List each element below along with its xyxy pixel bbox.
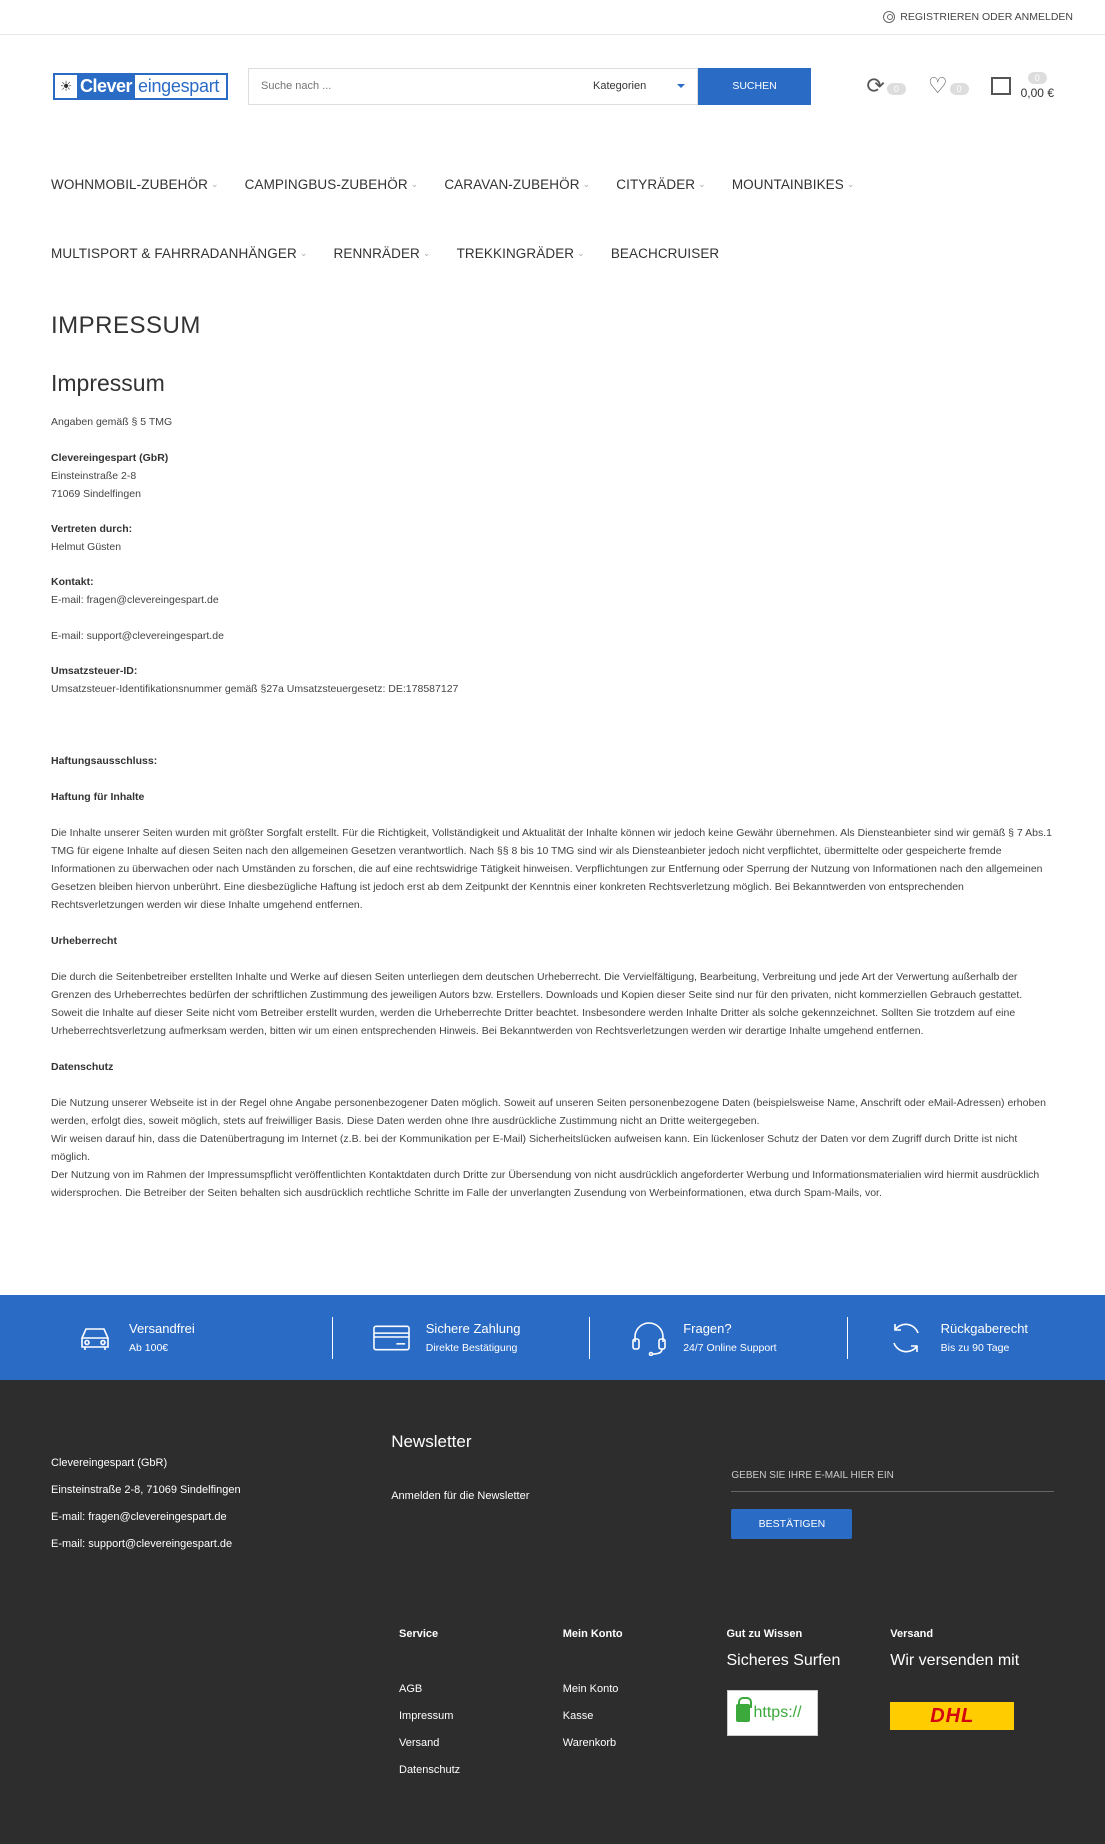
footer-link-agb[interactable]: AGB: [399, 1683, 423, 1695]
lightbulb-icon: ☀: [55, 75, 77, 98]
feature-payment: [333, 1317, 590, 1359]
compare-button[interactable]: [866, 73, 905, 99]
liability-title: Haftungsausschluss:: [51, 755, 158, 767]
company-name: Clevereingespart (GbR): [51, 452, 169, 464]
nav-item-label: WOHNMOBIL-ZUBEHÖR: [51, 177, 208, 192]
tmg-line: Angaben gemäß § 5 TMG: [51, 416, 173, 428]
footer-info-title: Gut zu Wissen: [726, 1628, 803, 1640]
nav-item-label: CITYRÄDER: [616, 177, 696, 192]
newsletter-title: Newsletter: [391, 1432, 472, 1451]
search-bar: [248, 68, 811, 105]
credit-card-icon: [373, 1319, 410, 1356]
car-icon: [76, 1319, 113, 1356]
nav-item[interactable]: [51, 246, 308, 261]
ssl-badge: [727, 1690, 818, 1736]
feature-title: Fragen?: [683, 1321, 732, 1336]
footer-shipping-title: Versand: [890, 1628, 934, 1640]
feature-title: Sichere Zahlung: [425, 1321, 521, 1336]
privacy-text-2: Wir weisen darauf hin, dass die Datenübertragung im Internet (z.B. bei der Kommunikation per E-Mail) Sicherheitslücken aufweisen kann. Ein lückenloser Schutz der Daten vor dem Zugriff durch Dritte ist nicht möglich.: [51, 1133, 1018, 1163]
main-content: [0, 312, 1105, 1202]
copyright-text: Die durch die Seitenbetreiber erstellten Inhalte und Werke auf diesen Seiten unterliegen dem deutschen Urheberrecht. Die Vervielfältigung, Bearbeitung, Verbreitung und jede Art der Verwertung außerhalb der Grenzen des Urheberrechtes bedürfen der schriftlichen Zustimmung des jeweiligen Autors bzw. Erstellers. Downloads und Kopien dieser Seite sind nur für den privaten, nicht kommerziellen Gebrauch gestattet. Soweit die Inhalte auf dieser Seite nicht vom Betreiber erstellt wurden, werden die Urheberrechte Dritter beachtet. Insbesondere werden Inhalte Dritter als solche gekennzeichnet. Sollten Sie trotzdem auf eine Urheberrechtsverletzung aufmerksam werden, bitten wir um einen entsprechenden Hinweis. Bei Bekanntwerden von Rechtsverletzungen werden wir derartige Inhalte umgehend entfernen.: [51, 971, 1023, 1037]
nav-item-label: TREKKINGRÄDER: [456, 246, 575, 261]
nav-item-label: BEACHCRUISER: [610, 246, 720, 261]
email-2: E-mail: support@clevereingespart.de: [51, 630, 224, 642]
chevron-down-icon: ⌄: [582, 179, 591, 189]
newsletter-email-input[interactable]: GEBEN SIE IHRE E-MAIL HIER EIN: [731, 1470, 1054, 1492]
ssl-text: https://: [753, 1704, 802, 1721]
shopping-bag-icon: [991, 77, 1011, 95]
nav-item[interactable]: [245, 177, 419, 192]
vat-text: Umsatzsteuer-Identifikationsnummer gemäß §27a Umsatzsteuergesetz: DE:178587127: [51, 683, 459, 695]
headset-icon: [630, 1319, 667, 1356]
chevron-down-icon: ⌄: [410, 179, 419, 189]
page-title: IMPRESSUM: [51, 312, 201, 339]
chevron-down-icon: ⌄: [698, 179, 706, 189]
chevron-down-icon: ⌄: [422, 248, 431, 258]
cart-count: 0: [1028, 72, 1047, 84]
feature-title: Rückgaberecht: [940, 1321, 1029, 1336]
footer: [0, 1380, 1105, 1844]
caret-down-icon: [677, 84, 685, 88]
chevron-down-icon: ⌄: [210, 179, 219, 189]
representative-label: Vertreten durch:: [51, 523, 133, 535]
feature-bar: [0, 1295, 1105, 1380]
search-button[interactable]: SUCHEN: [698, 68, 811, 105]
newsletter: [391, 1432, 731, 1558]
nav-item[interactable]: [616, 177, 706, 192]
nav-row-2: [51, 219, 1054, 288]
header: [0, 35, 1105, 150]
footer-address: Einsteinstraße 2-8, 71069 Sindelfingen: [51, 1484, 241, 1496]
city: 71069 Sindelfingen: [51, 488, 141, 500]
dhl-logo: DHL: [890, 1702, 1014, 1730]
feature-subtitle: 24/7 Online Support: [683, 1342, 777, 1354]
footer-company: Clevereingespart (GbR): [51, 1457, 168, 1469]
footer-link-datenschutz[interactable]: Datenschutz: [399, 1764, 461, 1776]
footer-contact: [51, 1450, 391, 1558]
feature-title: Versandfrei: [129, 1321, 195, 1336]
refresh-icon: [888, 1319, 925, 1356]
footer-account: [563, 1628, 727, 1784]
header-icons: [844, 72, 1054, 100]
content-liability-title: Haftung für Inhalte: [51, 791, 145, 803]
logo[interactable]: [53, 73, 228, 100]
nav-item[interactable]: [611, 246, 719, 261]
footer-info: [727, 1628, 891, 1784]
newsletter-submit-button[interactable]: BESTÄTIGEN: [731, 1509, 852, 1539]
email-1: E-mail: fragen@clevereingespart.de: [51, 594, 219, 606]
top-bar: [0, 0, 1105, 35]
feature-shipping: [76, 1317, 333, 1359]
wishlist-count: 0: [950, 83, 969, 95]
feature-subtitle: Bis zu 90 Tage: [940, 1342, 1010, 1354]
chevron-down-icon: ⌄: [846, 179, 855, 189]
content-heading: Impressum: [51, 370, 165, 396]
feature-subtitle: Direkte Bestätigung: [425, 1342, 518, 1354]
footer-info-subtitle: Sicheres Surfen: [726, 1652, 841, 1669]
chevron-down-icon: ⌄: [299, 248, 308, 258]
logo-part2: eingespart: [135, 75, 222, 98]
nav-item[interactable]: [51, 177, 219, 192]
user-icon: [883, 11, 895, 23]
feature-returns: [848, 1317, 1105, 1359]
footer-shipping: [890, 1628, 1054, 1784]
street: Einsteinstraße 2-8: [51, 470, 137, 482]
privacy-text-1: Die Nutzung unserer Webseite ist in der Regel ohne Angabe personenbezogener Daten möglich. Soweit auf unseren Seiten personenbezogene Daten (beispielsweise Name, Anschrift oder eMail-Adressen) erhoben werden, erfolgt dies, soweit möglich, stets auf freiwilliger Basis. Diese Daten werden ohne Ihre ausdrückliche Zustimmung nicht an Dritte weitergegeben.: [51, 1097, 1046, 1127]
footer-email-1: E-mail: fragen@clevereingespart.de: [51, 1511, 227, 1523]
footer-service-title: Service: [399, 1628, 439, 1640]
lock-icon: [736, 1704, 750, 1722]
cart-total: 0,00 €: [1020, 86, 1054, 100]
privacy-title: Datenschutz: [51, 1061, 114, 1073]
footer-shipping-subtitle: Wir versenden mit: [890, 1652, 1020, 1669]
category-select[interactable]: [583, 68, 698, 105]
footer-link-impressum[interactable]: Impressum: [399, 1710, 454, 1722]
representative-name: Helmut Güsten: [51, 541, 122, 553]
nav-item-label: CARAVAN-ZUBEHÖR: [444, 177, 580, 192]
footer-link-checkout[interactable]: Kasse: [562, 1710, 594, 1722]
heart-icon: ♡: [927, 73, 948, 98]
nav-item[interactable]: [334, 246, 431, 261]
search-input[interactable]: [248, 68, 583, 105]
footer-email-2: E-mail: support@clevereingespart.de: [51, 1538, 233, 1550]
vat-label: Umsatzsteuer-ID:: [51, 665, 138, 677]
contact-label: Kontakt:: [51, 576, 94, 588]
nav-row-1: [51, 150, 1054, 219]
nav-item-label: MOUNTAINBIKES: [731, 177, 844, 192]
footer-account-title: Mein Konto: [562, 1628, 623, 1640]
wishlist-button[interactable]: [928, 73, 969, 99]
feature-support: [590, 1317, 847, 1359]
footer-link-cart[interactable]: Warenkorb: [562, 1737, 617, 1749]
feature-subtitle: Ab 100€: [129, 1342, 169, 1354]
footer-service: [399, 1628, 563, 1784]
nav-item[interactable]: [444, 177, 590, 192]
nav-item-label: CAMPINGBUS-ZUBEHÖR: [244, 177, 408, 192]
compare-count: 0: [887, 83, 906, 95]
compare-icon: ⟳: [866, 73, 885, 98]
register-login-link[interactable]: REGISTRIEREN ODER ANMELDEN: [900, 11, 1073, 23]
logo-part1: Clever: [77, 75, 135, 98]
nav-item[interactable]: [457, 246, 585, 261]
cart-button[interactable]: [991, 72, 1054, 100]
footer-link-account[interactable]: Mein Konto: [562, 1683, 619, 1695]
copyright-title: Urheberrecht: [51, 935, 117, 947]
category-label: Kategorien: [593, 80, 647, 92]
nav-item-label: MULTISPORT & FAHRRADANHÄNGER: [51, 246, 297, 261]
newsletter-subtitle: Anmelden für die Newsletter: [391, 1490, 530, 1502]
content-liability-text: Die Inhalte unserer Seiten wurden mit größter Sorgfalt erstellt. Für die Richtigkeit, Vollständigkeit und Aktualität der Inhalte können wir jedoch keine Gewähr übernehmen. Als Diensteanbieter sind wir gemäß § 7 Abs.1 TMG für eigene Inhalte auf diesen Seiten nach den allgemeinen Gesetzen verantwortlich. Nach §§ 8 bis 10 TMG sind wir als Diensteanbieter jedoch nicht verpflichtet, übermittelte oder gespeicherte fremde Informationen zu überwachen oder nach Umständen zu forschen, die auf eine rechtswidrige Tätigkeit hinweisen. Verpflichtungen zur Entfernung oder Sperrung der Nutzung von Informationen nach den allgemeinen Gesetzen bleiben hiervon unberührt. Eine diesbezügliche Haftung ist jedoch erst ab dem Zeitpunkt der Kenntnis einer konkreten Rechtsverletzung möglich. Bei Bekanntwerden von entsprechenden Rechtsverletzungen werden wir diese Inhalte umgehend entfernen.: [51, 827, 1052, 911]
chevron-down-icon: ⌄: [577, 248, 585, 258]
newsletter-form: [731, 1450, 1054, 1558]
footer-link-versand[interactable]: Versand: [399, 1737, 440, 1749]
nav-item-label: RENNRÄDER: [333, 246, 420, 261]
nav-item[interactable]: [732, 177, 855, 192]
main-nav: [0, 150, 1105, 288]
privacy-text-3: Der Nutzung von im Rahmen der Impressumspflicht veröffentlichten Kontaktdaten durch Dritte zur Übersendung von nicht ausdrücklich angeforderter Werbung und Informationsmaterialien wird hiermit ausdrücklich widersprochen. Die Betreiber der Seiten behalten sich ausdrücklich rechtliche Schritte im Falle der unverlangten Zusendung von Werbeinformationen, etwa durch Spam-Mails, vor.: [51, 1169, 1040, 1199]
